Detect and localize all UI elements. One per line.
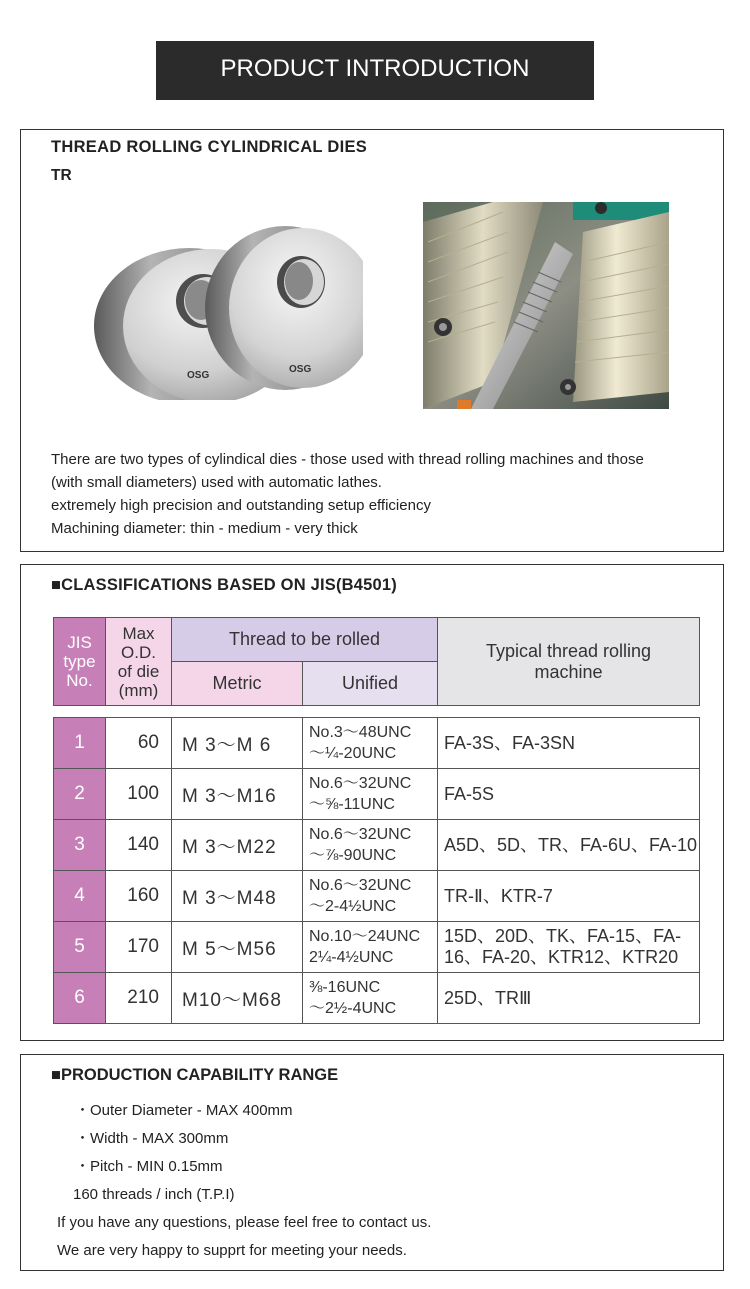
table-row	[54, 922, 700, 973]
capability-title: ■PRODUCTION CAPABILITY RANGE	[51, 1066, 339, 1084]
unified-line: ⅜-16UNC	[309, 979, 381, 996]
table-row	[54, 820, 700, 871]
machine-cell	[438, 922, 700, 973]
header-line: O.D.	[121, 642, 156, 662]
page-title: PRODUCT INTRODUCTION	[220, 55, 530, 82]
classification-section	[20, 564, 724, 1041]
unified-line: No.6～32UNC	[309, 877, 412, 894]
jis-type-cell: 1	[54, 718, 106, 769]
machine-cell	[438, 871, 700, 922]
jis-classification-table	[53, 617, 700, 1024]
unified-line: No.3～48UNC	[309, 724, 412, 741]
header-line: Max	[122, 623, 155, 643]
description-line: (with small diameters) used with automatic lathes.	[51, 474, 382, 491]
table-row	[54, 718, 700, 769]
header-jis-type	[54, 618, 106, 706]
thread-rolling-machine-photo	[423, 202, 669, 409]
contact-note: We are very happy to supprt for meeting your needs.	[57, 1242, 407, 1259]
die-marking-label: OSG	[187, 370, 210, 381]
product-section	[20, 129, 724, 552]
unified-cell	[303, 769, 438, 820]
unified-line: ～2-4½UNC	[309, 898, 397, 915]
header-line: type	[63, 652, 96, 671]
header-line: (mm)	[118, 680, 159, 700]
header-line: of die	[117, 661, 160, 681]
cylindrical-dies-photo	[71, 214, 363, 400]
description-line: extremely high precision and outstanding setup efficiency	[51, 497, 431, 514]
contact-note: If you have any questions, please feel free to contact us.	[57, 1214, 432, 1231]
product-title: THREAD ROLLING CYLINDRICAL DIES	[51, 138, 368, 156]
machine-cell	[438, 769, 700, 820]
max-od-cell: 100	[106, 769, 172, 820]
classification-title: ■CLASSIFICATIONS BASED ON JIS(B4501)	[51, 576, 397, 594]
header-line: No.	[66, 671, 93, 690]
jis-type-cell: 5	[54, 922, 106, 973]
metric-cell: M 3～M48	[172, 871, 303, 922]
unified-line: ～⅝-11UNC	[309, 796, 395, 813]
product-code: TR	[51, 167, 72, 184]
max-od-cell: 140	[106, 820, 172, 871]
max-od-cell: 60	[106, 718, 172, 769]
capability-section	[20, 1054, 724, 1271]
header-machine	[438, 618, 700, 706]
metric-cell: M10～M68	[172, 973, 303, 1024]
unified-cell	[303, 973, 438, 1024]
product-description	[51, 448, 701, 540]
header-unified: Unified	[303, 662, 438, 706]
capability-item: ・Outer Diameter - MAX 400mm	[75, 1102, 293, 1119]
capability-item: ・Pitch - MIN 0.15mm	[75, 1158, 223, 1175]
machine-line: 16、FA-20、KTR12、KTR20	[444, 947, 679, 967]
metric-cell: M 5～M56	[172, 922, 303, 973]
capability-list	[59, 1097, 431, 1265]
unified-line: ～¼-20UNC	[309, 745, 397, 762]
description-line: There are two types of cylindical dies - those used with thread rolling machines and those	[51, 451, 644, 468]
machine-line: TR-Ⅱ、KTR-7	[444, 885, 553, 906]
header-line: JIS	[67, 633, 92, 652]
unified-line: No.10～24UNC	[309, 928, 421, 945]
unified-cell	[303, 871, 438, 922]
header-line: Typical thread rolling	[485, 640, 652, 661]
header-metric: Metric	[172, 662, 303, 706]
jis-type-cell: 3	[54, 820, 106, 871]
table-row	[54, 769, 700, 820]
header-line: machine	[534, 661, 603, 682]
capability-item: 160 threads / inch (T.P.I)	[73, 1186, 235, 1203]
header-thread: Thread to be rolled	[172, 618, 438, 662]
metric-cell: M 3～M16	[172, 769, 303, 820]
unified-line: No.6～32UNC	[309, 775, 412, 792]
die-marking-label: OSG	[289, 364, 312, 375]
header-max-od	[106, 618, 172, 706]
metric-cell: M 3～M 6	[172, 718, 303, 769]
metric-cell: M 3～M22	[172, 820, 303, 871]
unified-cell	[303, 820, 438, 871]
header-banner	[156, 41, 594, 100]
machine-cell	[438, 820, 700, 871]
max-od-cell: 210	[106, 973, 172, 1024]
machine-cell	[438, 718, 700, 769]
machine-line: 25D、TRⅢ	[444, 987, 532, 1008]
machine-line: 15D、20D、TK、FA-15、FA-	[444, 926, 682, 946]
max-od-cell: 160	[106, 871, 172, 922]
max-od-cell: 170	[106, 922, 172, 973]
table-row	[54, 973, 700, 1024]
unified-line: No.6～32UNC	[309, 826, 412, 843]
capability-item: ・Width - MAX 300mm	[75, 1130, 229, 1147]
jis-type-cell: 4	[54, 871, 106, 922]
machine-line: FA-3S、FA-3SN	[444, 732, 576, 753]
machine-line: A5D、5D、TR、FA-6U、FA-10	[444, 834, 698, 855]
jis-type-cell: 2	[54, 769, 106, 820]
unified-line: 2¼-4½UNC	[309, 949, 394, 966]
jis-type-cell: 6	[54, 973, 106, 1024]
description-line: Machining diameter: thin - medium - very thick	[51, 520, 358, 537]
unified-cell	[303, 922, 438, 973]
machine-cell	[438, 973, 700, 1024]
unified-cell	[303, 718, 438, 769]
machine-line: FA-5S	[444, 783, 495, 804]
unified-line: ～⅞-90UNC	[309, 847, 397, 864]
unified-line: ～2½-4UNC	[309, 1000, 397, 1017]
table-row	[54, 871, 700, 922]
